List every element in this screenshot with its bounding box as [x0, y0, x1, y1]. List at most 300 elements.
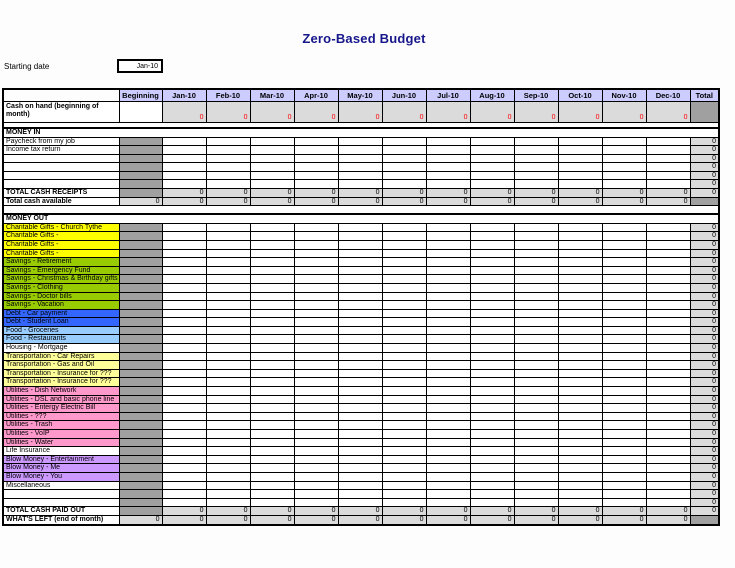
total-cell[interactable]: 0 — [690, 378, 719, 387]
value-cell[interactable] — [338, 283, 382, 292]
value-cell[interactable] — [206, 223, 250, 232]
total-cell[interactable]: 0 — [690, 395, 719, 404]
value-cell[interactable] — [426, 275, 470, 284]
value-cell[interactable] — [294, 163, 338, 172]
row-label[interactable]: Blow Money - You — [3, 472, 119, 481]
value-cell[interactable] — [338, 378, 382, 387]
value-cell[interactable] — [646, 404, 690, 413]
value-cell[interactable] — [338, 455, 382, 464]
value-cell[interactable] — [294, 447, 338, 456]
row-label[interactable]: Charitable Gifts - Church Tythe — [3, 223, 119, 232]
value-cell[interactable] — [338, 137, 382, 146]
value-cell[interactable] — [646, 163, 690, 172]
value-cell[interactable] — [206, 137, 250, 146]
value-cell[interactable] — [338, 395, 382, 404]
value-cell[interactable] — [470, 344, 514, 353]
row-label[interactable]: Debt - Car payment — [3, 309, 119, 318]
value-cell[interactable] — [426, 472, 470, 481]
value-cell[interactable] — [602, 275, 646, 284]
value-cell[interactable] — [382, 369, 426, 378]
total-cell[interactable]: 0 — [690, 146, 719, 155]
value-cell[interactable] — [426, 171, 470, 180]
value-cell[interactable] — [426, 412, 470, 421]
value-cell[interactable] — [382, 232, 426, 241]
value-cell[interactable] — [426, 344, 470, 353]
value-cell[interactable] — [206, 266, 250, 275]
value-cell[interactable] — [294, 275, 338, 284]
value-cell[interactable] — [206, 498, 250, 507]
value-cell[interactable] — [470, 275, 514, 284]
value-cell[interactable] — [514, 498, 558, 507]
value-cell[interactable]: 0 — [162, 197, 206, 206]
value-cell[interactable] — [294, 498, 338, 507]
row-label[interactable]: Savings - Emergency Fund — [3, 266, 119, 275]
value-cell[interactable]: 0 — [558, 197, 602, 206]
value-cell[interactable]: 0 — [646, 102, 690, 123]
row-label[interactable] — [3, 163, 119, 172]
value-cell[interactable] — [602, 301, 646, 310]
total-cell[interactable]: 0 — [690, 240, 719, 249]
beginning-cell[interactable] — [119, 472, 162, 481]
value-cell[interactable] — [162, 404, 206, 413]
value-cell[interactable] — [338, 430, 382, 439]
value-cell[interactable] — [558, 283, 602, 292]
value-cell[interactable] — [294, 146, 338, 155]
value-cell[interactable] — [602, 249, 646, 258]
beginning-cell[interactable] — [119, 249, 162, 258]
value-cell[interactable] — [162, 369, 206, 378]
value-cell[interactable] — [206, 447, 250, 456]
value-cell[interactable] — [426, 326, 470, 335]
beginning-cell[interactable] — [119, 154, 162, 163]
value-cell[interactable]: 0 — [382, 515, 426, 524]
value-cell[interactable] — [206, 395, 250, 404]
total-cell[interactable]: 0 — [690, 412, 719, 421]
value-cell[interactable] — [206, 318, 250, 327]
value-cell[interactable] — [294, 472, 338, 481]
value-cell[interactable] — [558, 412, 602, 421]
value-cell[interactable] — [294, 335, 338, 344]
column-header[interactable]: Apr-10 — [294, 89, 338, 102]
value-cell[interactable]: 0 — [294, 515, 338, 524]
value-cell[interactable] — [206, 490, 250, 499]
value-cell[interactable]: 0 — [646, 189, 690, 198]
value-cell[interactable] — [470, 249, 514, 258]
value-cell[interactable] — [250, 361, 294, 370]
value-cell[interactable] — [162, 326, 206, 335]
beginning-cell[interactable] — [119, 395, 162, 404]
value-cell[interactable] — [250, 137, 294, 146]
value-cell[interactable] — [162, 361, 206, 370]
row-label[interactable]: Transportation - Gas and Oil — [3, 361, 119, 370]
row-label[interactable]: Total cash available — [3, 197, 119, 206]
value-cell[interactable] — [470, 421, 514, 430]
value-cell[interactable] — [558, 240, 602, 249]
value-cell[interactable] — [250, 180, 294, 189]
beginning-cell[interactable] — [119, 404, 162, 413]
value-cell[interactable] — [514, 369, 558, 378]
value-cell[interactable] — [162, 430, 206, 439]
value-cell[interactable] — [250, 412, 294, 421]
value-cell[interactable] — [294, 171, 338, 180]
value-cell[interactable] — [162, 378, 206, 387]
total-cell[interactable]: 0 — [690, 137, 719, 146]
value-cell[interactable]: 0 — [426, 197, 470, 206]
value-cell[interactable] — [294, 404, 338, 413]
value-cell[interactable] — [294, 318, 338, 327]
value-cell[interactable] — [470, 163, 514, 172]
value-cell[interactable] — [470, 335, 514, 344]
row-label[interactable]: Transportation - Car Repairs — [3, 352, 119, 361]
value-cell[interactable] — [294, 301, 338, 310]
value-cell[interactable] — [646, 154, 690, 163]
value-cell[interactable]: 0 — [206, 507, 250, 516]
value-cell[interactable] — [382, 309, 426, 318]
value-cell[interactable] — [162, 301, 206, 310]
value-cell[interactable] — [338, 163, 382, 172]
value-cell[interactable] — [426, 154, 470, 163]
value-cell[interactable] — [426, 490, 470, 499]
value-cell[interactable] — [602, 438, 646, 447]
value-cell[interactable] — [514, 292, 558, 301]
value-cell[interactable] — [250, 249, 294, 258]
value-cell[interactable] — [602, 430, 646, 439]
row-label[interactable]: TOTAL CASH PAID OUT — [3, 507, 119, 516]
value-cell[interactable] — [646, 180, 690, 189]
value-cell[interactable] — [426, 481, 470, 490]
value-cell[interactable] — [514, 258, 558, 267]
value-cell[interactable] — [338, 490, 382, 499]
value-cell[interactable] — [602, 421, 646, 430]
value-cell[interactable] — [250, 481, 294, 490]
row-label[interactable]: WHAT'S LEFT (end of month) — [3, 515, 119, 524]
total-cell[interactable]: 0 — [690, 472, 719, 481]
row-label[interactable]: Income tax return — [3, 146, 119, 155]
total-cell[interactable]: 0 — [690, 326, 719, 335]
value-cell[interactable] — [250, 232, 294, 241]
beginning-cell[interactable] — [119, 335, 162, 344]
value-cell[interactable] — [602, 481, 646, 490]
value-cell[interactable] — [646, 498, 690, 507]
value-cell[interactable] — [162, 387, 206, 396]
value-cell[interactable] — [470, 455, 514, 464]
value-cell[interactable] — [514, 404, 558, 413]
total-cell[interactable]: 0 — [690, 232, 719, 241]
value-cell[interactable] — [382, 154, 426, 163]
value-cell[interactable] — [558, 232, 602, 241]
value-cell[interactable] — [602, 352, 646, 361]
value-cell[interactable] — [162, 335, 206, 344]
value-cell[interactable] — [206, 283, 250, 292]
value-cell[interactable] — [294, 309, 338, 318]
value-cell[interactable] — [558, 421, 602, 430]
value-cell[interactable] — [382, 266, 426, 275]
beginning-cell[interactable] — [119, 240, 162, 249]
value-cell[interactable]: 0 — [382, 102, 426, 123]
value-cell[interactable]: 0 — [470, 189, 514, 198]
value-cell[interactable] — [162, 490, 206, 499]
beginning-cell[interactable] — [119, 378, 162, 387]
value-cell[interactable] — [602, 137, 646, 146]
value-cell[interactable]: 0 — [558, 102, 602, 123]
value-cell[interactable] — [514, 344, 558, 353]
value-cell[interactable] — [646, 266, 690, 275]
value-cell[interactable] — [162, 171, 206, 180]
beginning-cell[interactable]: 0 — [119, 197, 162, 206]
value-cell[interactable] — [558, 275, 602, 284]
value-cell[interactable] — [294, 369, 338, 378]
value-cell[interactable] — [250, 309, 294, 318]
total-cell[interactable]: 0 — [690, 344, 719, 353]
value-cell[interactable] — [206, 438, 250, 447]
value-cell[interactable] — [294, 180, 338, 189]
beginning-cell[interactable] — [119, 180, 162, 189]
value-cell[interactable] — [426, 249, 470, 258]
value-cell[interactable] — [514, 421, 558, 430]
value-cell[interactable] — [514, 464, 558, 473]
value-cell[interactable] — [514, 378, 558, 387]
value-cell[interactable] — [558, 447, 602, 456]
column-header[interactable]: May-10 — [338, 89, 382, 102]
row-label[interactable]: Blow Money - Entertainment — [3, 455, 119, 464]
value-cell[interactable] — [646, 395, 690, 404]
value-cell[interactable] — [470, 240, 514, 249]
value-cell[interactable] — [382, 137, 426, 146]
value-cell[interactable] — [470, 318, 514, 327]
value-cell[interactable] — [470, 404, 514, 413]
value-cell[interactable] — [514, 481, 558, 490]
value-cell[interactable] — [558, 309, 602, 318]
value-cell[interactable] — [206, 430, 250, 439]
value-cell[interactable] — [602, 335, 646, 344]
value-cell[interactable] — [646, 240, 690, 249]
value-cell[interactable] — [162, 154, 206, 163]
value-cell[interactable] — [382, 171, 426, 180]
value-cell[interactable] — [470, 412, 514, 421]
value-cell[interactable]: 0 — [602, 102, 646, 123]
value-cell[interactable] — [426, 283, 470, 292]
value-cell[interactable] — [206, 232, 250, 241]
value-cell[interactable] — [338, 240, 382, 249]
value-cell[interactable] — [250, 421, 294, 430]
value-cell[interactable] — [646, 490, 690, 499]
total-cell[interactable]: 0 — [690, 301, 719, 310]
row-label[interactable]: Transportation - Insurance for ??? — [3, 369, 119, 378]
value-cell[interactable] — [162, 292, 206, 301]
value-cell[interactable] — [382, 430, 426, 439]
value-cell[interactable] — [338, 352, 382, 361]
value-cell[interactable] — [294, 412, 338, 421]
value-cell[interactable]: 0 — [250, 515, 294, 524]
value-cell[interactable] — [514, 266, 558, 275]
value-cell[interactable] — [250, 472, 294, 481]
value-cell[interactable]: 0 — [558, 507, 602, 516]
value-cell[interactable] — [162, 464, 206, 473]
value-cell[interactable] — [646, 472, 690, 481]
beginning-cell[interactable] — [119, 412, 162, 421]
beginning-cell[interactable] — [119, 369, 162, 378]
value-cell[interactable] — [294, 455, 338, 464]
value-cell[interactable] — [382, 146, 426, 155]
total-cell[interactable]: 0 — [690, 266, 719, 275]
value-cell[interactable] — [294, 137, 338, 146]
column-header[interactable]: Mar-10 — [250, 89, 294, 102]
value-cell[interactable] — [162, 283, 206, 292]
column-header[interactable]: Sep-10 — [514, 89, 558, 102]
value-cell[interactable] — [602, 266, 646, 275]
value-cell[interactable] — [162, 447, 206, 456]
beginning-cell[interactable] — [119, 309, 162, 318]
row-label[interactable]: Utilities - Trash — [3, 421, 119, 430]
value-cell[interactable] — [514, 275, 558, 284]
value-cell[interactable] — [250, 464, 294, 473]
value-cell[interactable] — [206, 292, 250, 301]
value-cell[interactable] — [382, 490, 426, 499]
beginning-cell[interactable]: 0 — [119, 515, 162, 524]
value-cell[interactable] — [250, 146, 294, 155]
value-cell[interactable] — [338, 309, 382, 318]
row-label[interactable]: Life Insurance — [3, 447, 119, 456]
value-cell[interactable] — [602, 490, 646, 499]
value-cell[interactable] — [470, 481, 514, 490]
value-cell[interactable] — [162, 455, 206, 464]
value-cell[interactable]: 0 — [294, 507, 338, 516]
value-cell[interactable] — [382, 163, 426, 172]
value-cell[interactable]: 0 — [206, 197, 250, 206]
total-cell[interactable]: 0 — [690, 275, 719, 284]
total-cell[interactable]: 0 — [690, 154, 719, 163]
value-cell[interactable]: 0 — [162, 102, 206, 123]
value-cell[interactable] — [602, 369, 646, 378]
value-cell[interactable]: 0 — [294, 189, 338, 198]
value-cell[interactable] — [382, 438, 426, 447]
value-cell[interactable]: 0 — [162, 507, 206, 516]
value-cell[interactable] — [250, 154, 294, 163]
value-cell[interactable] — [162, 266, 206, 275]
column-header[interactable]: Jul-10 — [426, 89, 470, 102]
value-cell[interactable] — [162, 275, 206, 284]
value-cell[interactable]: 0 — [162, 515, 206, 524]
value-cell[interactable] — [514, 223, 558, 232]
value-cell[interactable] — [426, 395, 470, 404]
beginning-cell[interactable] — [119, 490, 162, 499]
value-cell[interactable] — [338, 335, 382, 344]
value-cell[interactable] — [470, 301, 514, 310]
value-cell[interactable] — [646, 258, 690, 267]
value-cell[interactable] — [426, 352, 470, 361]
value-cell[interactable] — [206, 387, 250, 396]
row-label[interactable]: Paycheck from my job — [3, 137, 119, 146]
value-cell[interactable]: 0 — [250, 507, 294, 516]
value-cell[interactable] — [602, 326, 646, 335]
value-cell[interactable]: 0 — [338, 515, 382, 524]
value-cell[interactable] — [426, 146, 470, 155]
value-cell[interactable] — [338, 421, 382, 430]
value-cell[interactable] — [426, 240, 470, 249]
value-cell[interactable] — [470, 395, 514, 404]
value-cell[interactable] — [514, 301, 558, 310]
total-cell[interactable]: 0 — [690, 352, 719, 361]
beginning-cell[interactable] — [119, 430, 162, 439]
column-header[interactable]: Beginning — [119, 89, 162, 102]
value-cell[interactable] — [250, 438, 294, 447]
value-cell[interactable] — [382, 318, 426, 327]
value-cell[interactable] — [558, 361, 602, 370]
value-cell[interactable] — [250, 404, 294, 413]
row-label[interactable]: Cash on hand (beginning of month) — [3, 102, 119, 123]
value-cell[interactable]: 0 — [294, 197, 338, 206]
value-cell[interactable] — [162, 412, 206, 421]
value-cell[interactable] — [206, 171, 250, 180]
value-cell[interactable] — [382, 240, 426, 249]
value-cell[interactable]: 0 — [382, 197, 426, 206]
value-cell[interactable]: 0 — [646, 197, 690, 206]
beginning-cell[interactable] — [119, 421, 162, 430]
value-cell[interactable] — [338, 223, 382, 232]
value-cell[interactable]: 0 — [470, 515, 514, 524]
value-cell[interactable] — [646, 275, 690, 284]
value-cell[interactable] — [426, 223, 470, 232]
value-cell[interactable]: 0 — [338, 507, 382, 516]
value-cell[interactable] — [646, 438, 690, 447]
value-cell[interactable] — [294, 421, 338, 430]
value-cell[interactable] — [602, 412, 646, 421]
value-cell[interactable] — [294, 378, 338, 387]
value-cell[interactable] — [426, 438, 470, 447]
value-cell[interactable] — [294, 283, 338, 292]
value-cell[interactable] — [294, 292, 338, 301]
row-label[interactable]: Savings - Doctor bills — [3, 292, 119, 301]
value-cell[interactable]: 0 — [382, 507, 426, 516]
value-cell[interactable] — [338, 171, 382, 180]
value-cell[interactable] — [250, 369, 294, 378]
total-cell[interactable]: 0 — [690, 369, 719, 378]
value-cell[interactable] — [250, 430, 294, 439]
value-cell[interactable] — [162, 137, 206, 146]
value-cell[interactable] — [294, 266, 338, 275]
beginning-cell[interactable] — [119, 481, 162, 490]
value-cell[interactable] — [558, 249, 602, 258]
value-cell[interactable] — [294, 438, 338, 447]
value-cell[interactable] — [646, 292, 690, 301]
value-cell[interactable] — [162, 232, 206, 241]
value-cell[interactable] — [602, 258, 646, 267]
value-cell[interactable] — [338, 326, 382, 335]
total-cell[interactable]: 0 — [690, 455, 719, 464]
value-cell[interactable]: 0 — [206, 189, 250, 198]
value-cell[interactable] — [382, 292, 426, 301]
value-cell[interactable] — [162, 249, 206, 258]
row-label[interactable] — [3, 490, 119, 499]
value-cell[interactable] — [338, 301, 382, 310]
value-cell[interactable] — [250, 275, 294, 284]
value-cell[interactable] — [646, 369, 690, 378]
value-cell[interactable] — [558, 171, 602, 180]
row-label[interactable]: Utilities - VoIP — [3, 430, 119, 439]
value-cell[interactable]: 0 — [558, 515, 602, 524]
value-cell[interactable] — [294, 352, 338, 361]
value-cell[interactable]: 0 — [206, 102, 250, 123]
value-cell[interactable] — [470, 266, 514, 275]
value-cell[interactable] — [470, 154, 514, 163]
value-cell[interactable]: 0 — [602, 507, 646, 516]
beginning-cell[interactable] — [119, 223, 162, 232]
value-cell[interactable] — [338, 412, 382, 421]
beginning-cell[interactable] — [119, 344, 162, 353]
value-cell[interactable] — [206, 378, 250, 387]
value-cell[interactable] — [602, 344, 646, 353]
value-cell[interactable] — [514, 154, 558, 163]
